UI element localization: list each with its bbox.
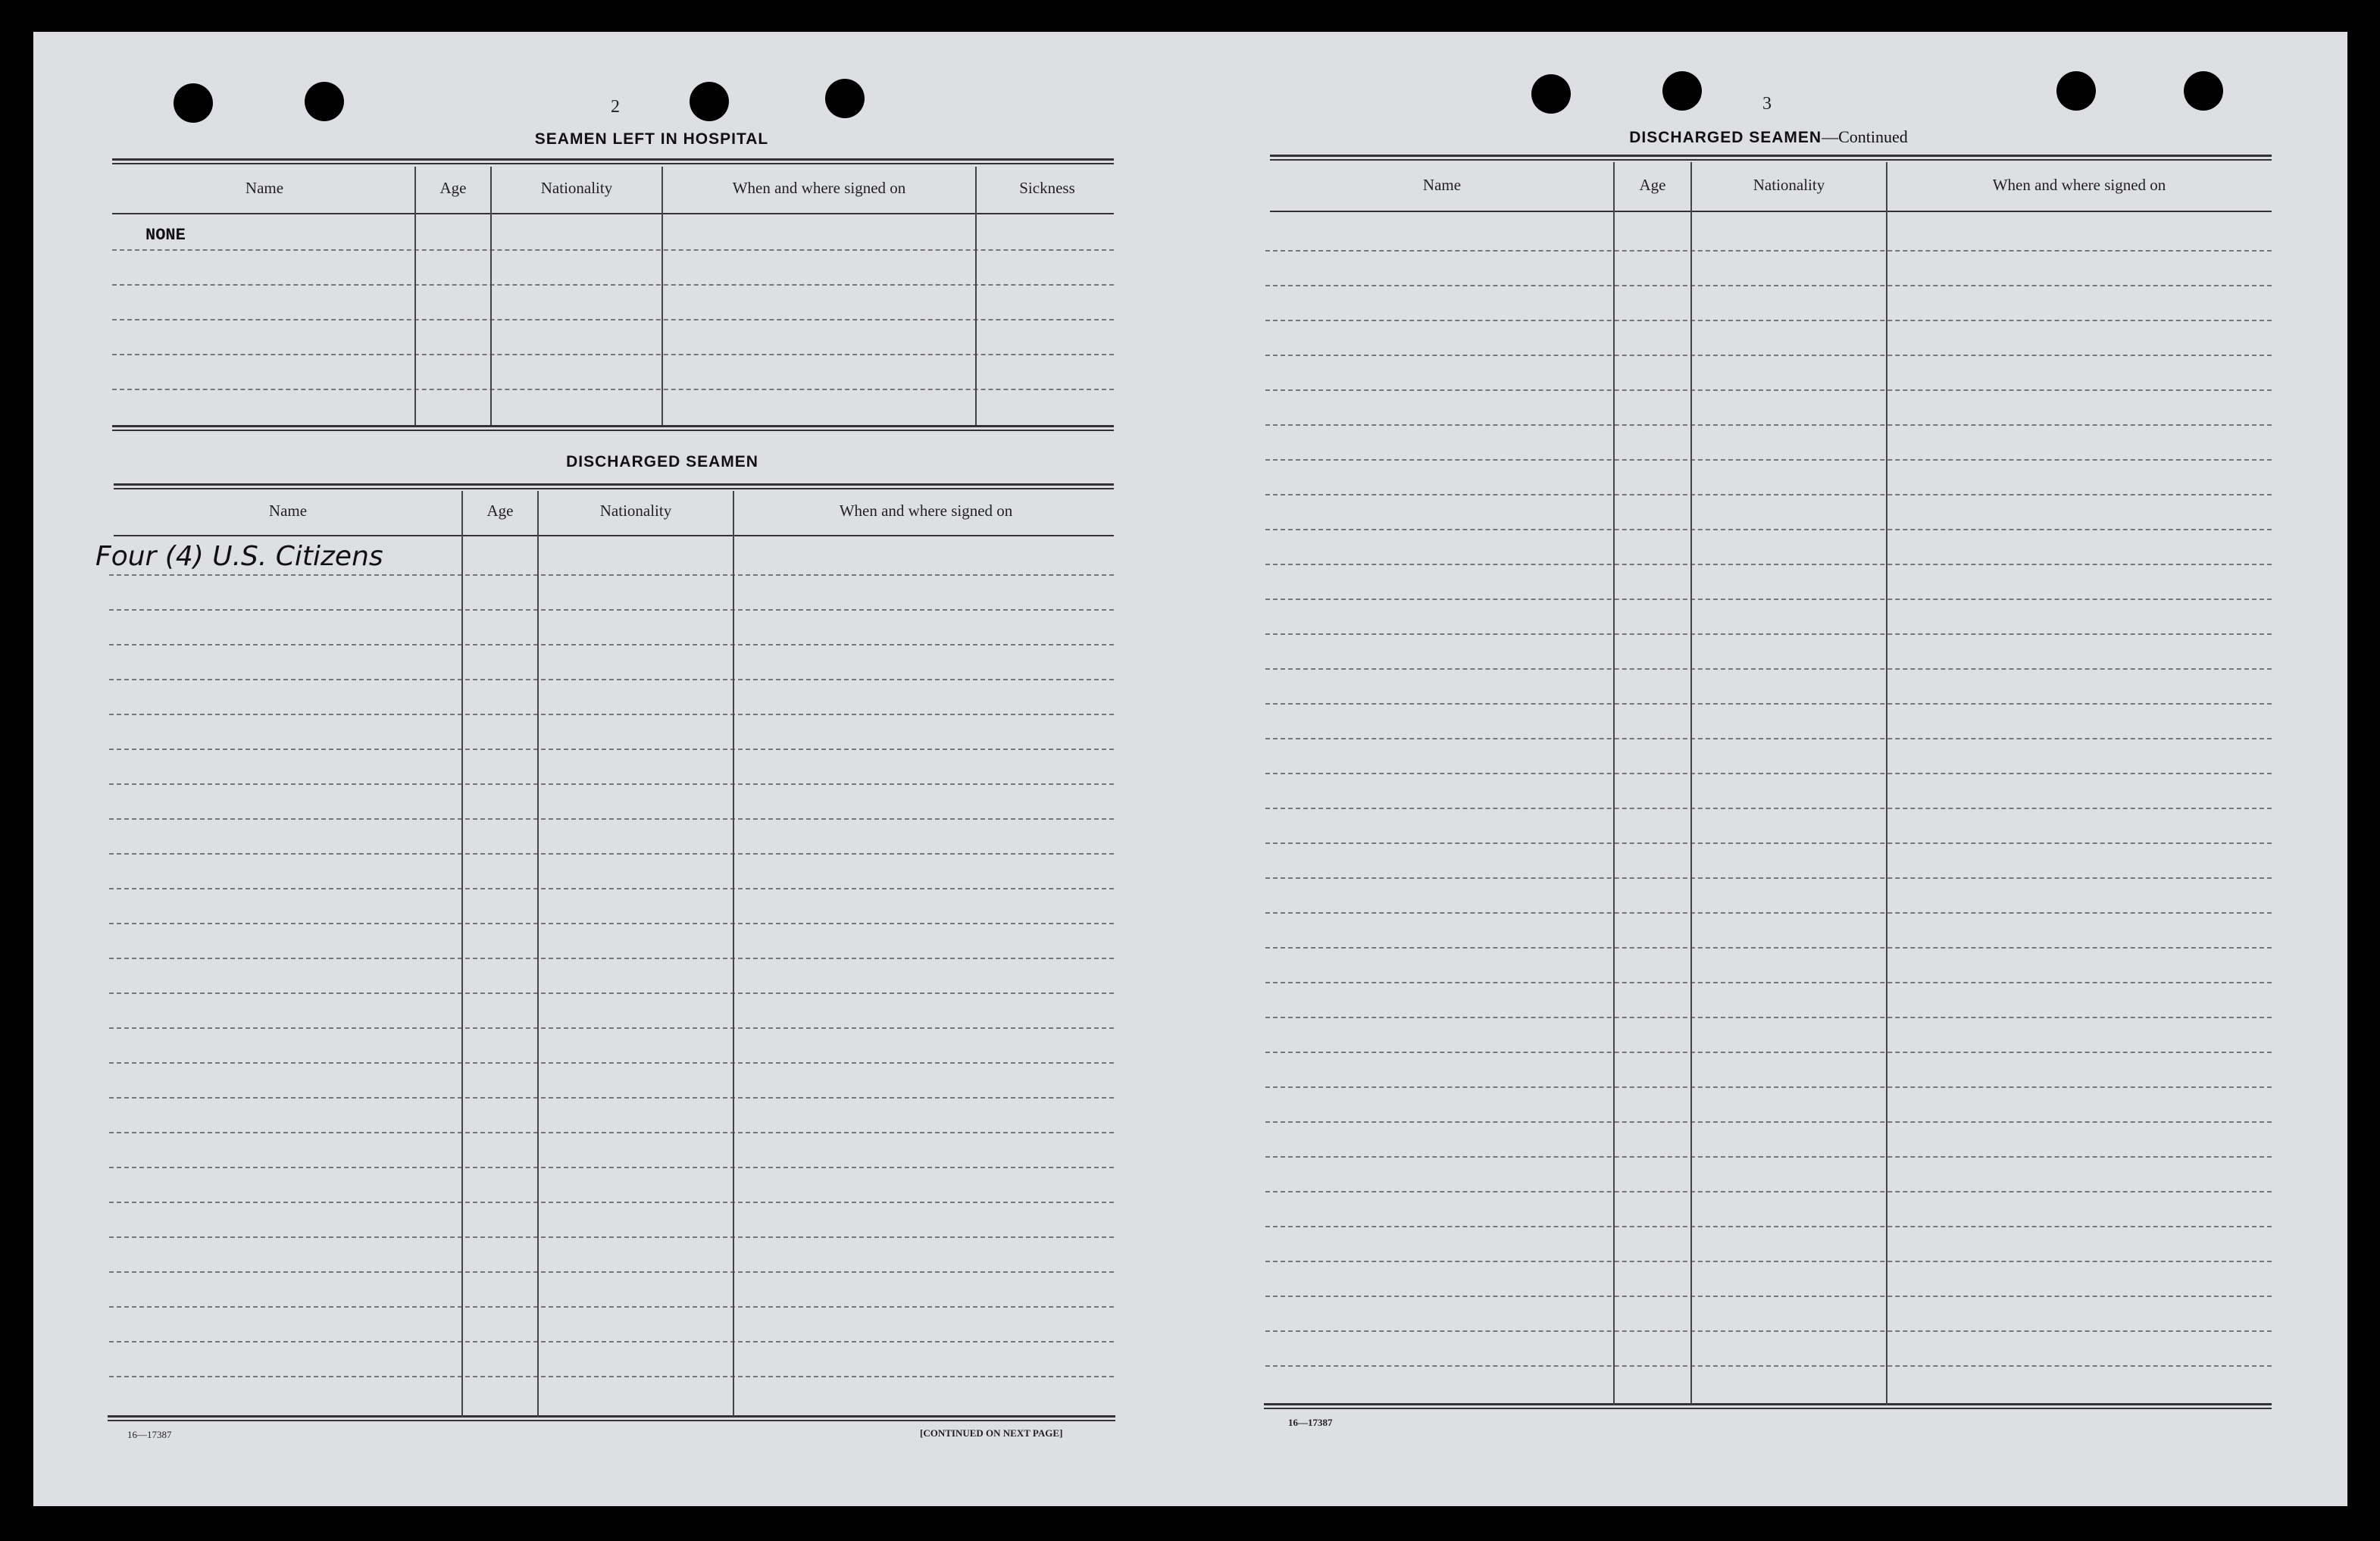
form-number: 16—17387: [1288, 1417, 1333, 1428]
row-rule: [1265, 285, 2272, 286]
row-rule: [109, 1236, 1114, 1238]
row-rule: [109, 923, 1114, 924]
row-rule: [1265, 1226, 2272, 1227]
row-rule: [1265, 459, 2272, 461]
hospital-entry: NONE: [145, 226, 186, 245]
column-header-age: Age: [1639, 176, 1666, 194]
punch-hole: [305, 82, 344, 121]
row-rule: [109, 1097, 1114, 1099]
column-header-age: Age: [439, 179, 467, 197]
column-header-name: Name: [1422, 176, 1462, 194]
document-sheet: [33, 32, 2347, 1506]
continued-note: [CONTINUED ON NEXT PAGE]: [920, 1427, 1063, 1439]
column-divider: [537, 491, 539, 1417]
row-rule: [112, 284, 1114, 286]
column-header-name: Name: [268, 502, 308, 520]
column-divider: [1613, 162, 1615, 1405]
row-rule: [1265, 877, 2272, 879]
row-rule: [1265, 703, 2272, 705]
row-rule: [1265, 1121, 2272, 1123]
discharged-continued-title: [1549, 127, 1988, 147]
row-rule: [1265, 529, 2272, 530]
row-rule: [1265, 842, 2272, 844]
row-rule: [1265, 494, 2272, 495]
row-rule: [109, 783, 1114, 785]
row-rule: [109, 609, 1114, 611]
column-divider: [414, 167, 416, 425]
title-suffix: —Continued: [1822, 127, 1908, 146]
row-rule: [109, 749, 1114, 750]
row-rule: [109, 1376, 1114, 1377]
row-rule: [109, 644, 1114, 645]
row-rule: [1265, 1261, 2272, 1262]
row-rule: [109, 679, 1114, 680]
hospital-table-top-rule: [112, 158, 1114, 164]
row-rule: [1265, 250, 2272, 252]
row-rule: [109, 714, 1114, 715]
title-text: DISCHARGED SEAMEN: [1629, 129, 1822, 146]
discharged-table-bottom-rule: [108, 1415, 1115, 1421]
row-rule: [109, 1027, 1114, 1029]
row-rule: [1265, 320, 2272, 321]
column-divider: [661, 167, 663, 425]
row-rule: [1265, 1296, 2272, 1297]
row-rule: [109, 1132, 1114, 1133]
column-header-signed-on: When and where signed on: [839, 502, 1013, 520]
column-header-age: Age: [486, 502, 514, 520]
punch-hole: [2056, 71, 2096, 111]
row-rule: [112, 319, 1114, 320]
row-rule: [109, 888, 1114, 889]
row-rule: [109, 1167, 1114, 1168]
header-rule: [112, 213, 1114, 214]
column-header-signed-on: When and where signed on: [1992, 176, 2166, 194]
column-divider: [1886, 162, 1887, 1405]
row-rule: [1265, 773, 2272, 774]
row-rule: [109, 992, 1114, 994]
row-rule: [109, 1341, 1114, 1343]
row-rule: [1265, 808, 2272, 809]
column-header-name: Name: [245, 179, 284, 197]
form-number: 16—17387: [127, 1429, 172, 1440]
row-rule: [1265, 389, 2272, 391]
column-divider: [1690, 162, 1692, 1405]
row-rule: [1265, 633, 2272, 635]
row-rule: [1265, 1086, 2272, 1088]
discharged-table-top-rule: [114, 483, 1114, 489]
row-rule: [112, 354, 1114, 355]
row-rule: [109, 818, 1114, 820]
punch-hole: [1662, 71, 1702, 111]
row-rule: [1265, 912, 2272, 914]
table-top-rule: [1270, 155, 2272, 161]
column-header-nationality: Nationality: [599, 502, 672, 520]
row-rule: [1265, 1052, 2272, 1053]
row-rule: [109, 853, 1114, 855]
hospital-section-title: SEAMEN LEFT IN HOSPITAL: [534, 130, 769, 148]
row-rule: [109, 958, 1114, 959]
row-rule: [1265, 982, 2272, 983]
row-rule: [112, 249, 1114, 251]
row-rule: [109, 1306, 1114, 1308]
row-rule: [109, 574, 1114, 576]
discharged-entry: Four (4) U.S. Citizens: [95, 541, 383, 572]
row-rule: [1265, 738, 2272, 739]
header-rule: [114, 535, 1114, 536]
column-divider: [975, 167, 977, 425]
row-rule: [1265, 564, 2272, 565]
column-header-nationality: Nationality: [540, 179, 613, 197]
row-rule: [1265, 1017, 2272, 1018]
column-divider: [733, 491, 734, 1417]
row-rule: [1265, 424, 2272, 426]
header-rule: [1270, 211, 2272, 212]
column-divider: [461, 491, 463, 1417]
page-number: 2: [611, 97, 620, 117]
row-rule: [1265, 1365, 2272, 1367]
column-header-nationality: Nationality: [1753, 176, 1825, 194]
row-rule: [1265, 599, 2272, 600]
punch-hole: [1531, 74, 1571, 114]
column-header-sickness: Sickness: [1019, 179, 1075, 197]
table-bottom-rule: [1264, 1403, 2272, 1409]
row-rule: [1265, 947, 2272, 949]
row-rule: [112, 389, 1114, 390]
punch-hole: [825, 79, 865, 118]
row-rule: [1265, 1330, 2272, 1332]
page-number: 3: [1762, 94, 1772, 114]
row-rule: [1265, 1156, 2272, 1158]
row-rule: [109, 1202, 1114, 1203]
row-rule: [1265, 1191, 2272, 1192]
discharged-section-title: DISCHARGED SEAMEN: [566, 453, 758, 470]
row-rule: [109, 1062, 1114, 1064]
punch-hole: [690, 82, 729, 121]
column-header-signed-on: When and where signed on: [732, 179, 906, 197]
hospital-table-bottom-rule: [112, 425, 1114, 431]
row-rule: [109, 1271, 1114, 1273]
column-divider: [490, 167, 492, 425]
punch-hole: [2184, 71, 2223, 111]
row-rule: [1265, 668, 2272, 670]
punch-hole: [174, 83, 213, 123]
row-rule: [1265, 355, 2272, 356]
